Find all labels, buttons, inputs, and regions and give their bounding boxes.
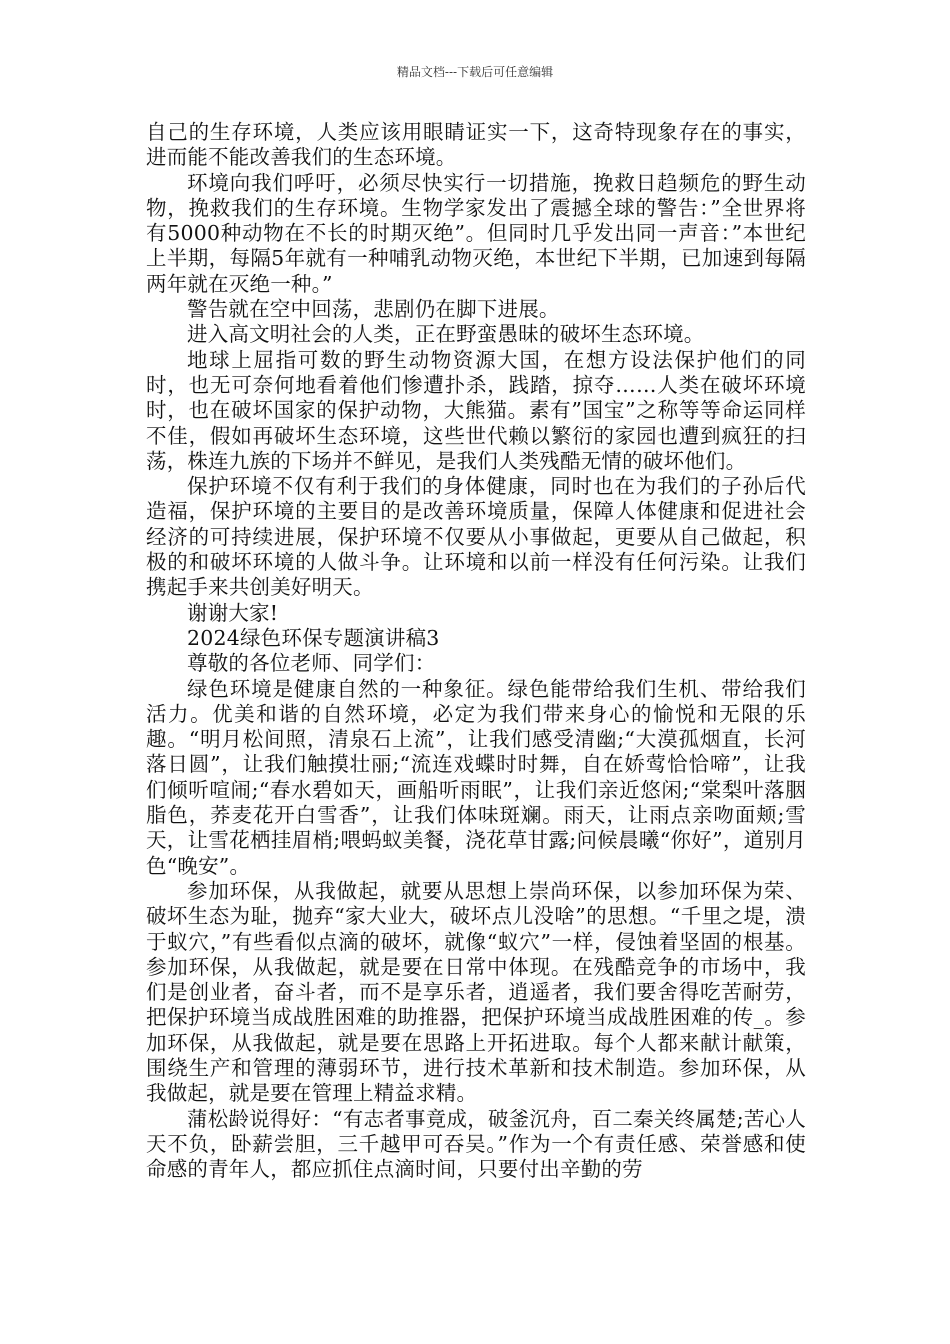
- paragraph-5: 地球上屈指可数的野生动物资源大国，在想方设法保护他们的同时，也无可奈何地看着他们惨遭扑杀，践踏，掠夺……人类在破坏环境时，也在破坏国家的保护动物，大熊猫。素有”国宝”之称等等命运同样不佳，假如再破坏生态环境，这些世代赖以繁衍的家园也遭到疯狂的扫荡，株连九族的下场并不鲜见，是我们人类残酷无情的破坏他们。: [146, 347, 806, 473]
- paragraph-12: 蒲松龄说得好：“有志者事竟成，破釜沉舟，百二秦关终属楚;苦心人天不负，卧薪尝胆，三千越甲可吞吴。”作为一个有责任感、荣誉感和使命感的青年人，都应抓住点滴时间，只要付出辛勤的劳: [146, 1106, 806, 1182]
- paragraph-6: 保护环境不仅有利于我们的身体健康，同时也在为我们的子孙后代造福，保护环境的主要目的是改善环境质量，保障人体健康和促进社会经济的可持续进展，保护环境不仅要从小事做起，更要从自己做起，积极的和破坏环境的人做斗争。让环境和以前一样没有任何污染。让我们携起手来共创美好明天。: [146, 474, 806, 600]
- page-header: 精品文档---下载后可任意编辑: [396, 65, 554, 79]
- document-body: [146, 120, 806, 1182]
- paragraph-2: 环境向我们呼吁，必须尽快实行一切措施，挽救日趋频危的野生动物，挽救我们的生存环境。生物学家发出了震撼全球的警告：”全世界将有5000种动物在不长的时期灭绝”。但同时几乎发出同一声音：”本世纪上半期，每隔5年就有一种哺乳动物灭绝，本世纪下半期，已加速到每隔两年就在灭绝一种。”: [146, 170, 806, 296]
- section-title: 2024绿色环保专题演讲稿3: [187, 625, 440, 650]
- paragraph-4: 进入高文明社会的人类，正在野蛮愚昧的破坏生态环境。: [187, 322, 705, 347]
- paragraph-10: 绿色环境是健康自然的一种象征。绿色能带给我们生机、带给我们活力。优美和谐的自然环境，必定为我们带来身心的愉悦和无限的乐趣。“明月松间照，清泉石上流”，让我们感受清幽;“大漠孤烟直，长河落日圆”，让我们触摸壮丽;“流连戏蝶时时舞，自在娇莺恰恰啼”，让我们倾听喧闹;“春水碧如天，画船听雨眠”，让我们亲近悠闲;“棠梨叶落胭脂色，荞麦花开白雪香”，让我们体味斑斓。雨天，让雨点亲吻面颊;雪天，让雪花栖挂眉梢;喂蚂蚁美餐，浇花草甘露;问候晨曦“你好”，道别月色“晚安”。: [146, 676, 806, 878]
- salutation: 尊敬的各位老师、同学们：: [187, 651, 436, 676]
- paragraph-1: 自己的生存环境，人类应该用眼睛证实一下，这奇特现象存在的事实，进而能不能改善我们的生态环境。: [146, 120, 806, 170]
- paragraph-11: 参加环保，从我做起，就要从思想上崇尚环保，以参加环保为荣、破坏生态为耻，抛弃“家大业大，破坏点儿没啥”的思想。“千里之堤，溃于蚁穴，”有些看似点滴的破坏，就像“蚁穴”一样，侵蚀着坚固的根基。参加环保，从我做起，就是要在日常中体现。在残酷竞争的市场中，我们是创业者，奋斗者，而不是享乐者，逍遥者，我们要舍得吃苦耐劳，把保护环境当成战胜困难的助推器，把保护环境当成战胜困难的传_。参加环保，从我做起，就是要在思路上开拓进取。每个人都来献计献策，围绕生产和管理的薄弱环节，进行技术革新和技术制造。参加环保，从我做起，就是要在管理上精益求精。: [146, 878, 806, 1106]
- paragraph-3: 警告就在空中回荡，悲剧仍在脚下进展。: [187, 297, 560, 322]
- closing-thanks: 谢谢大家!: [187, 600, 279, 625]
